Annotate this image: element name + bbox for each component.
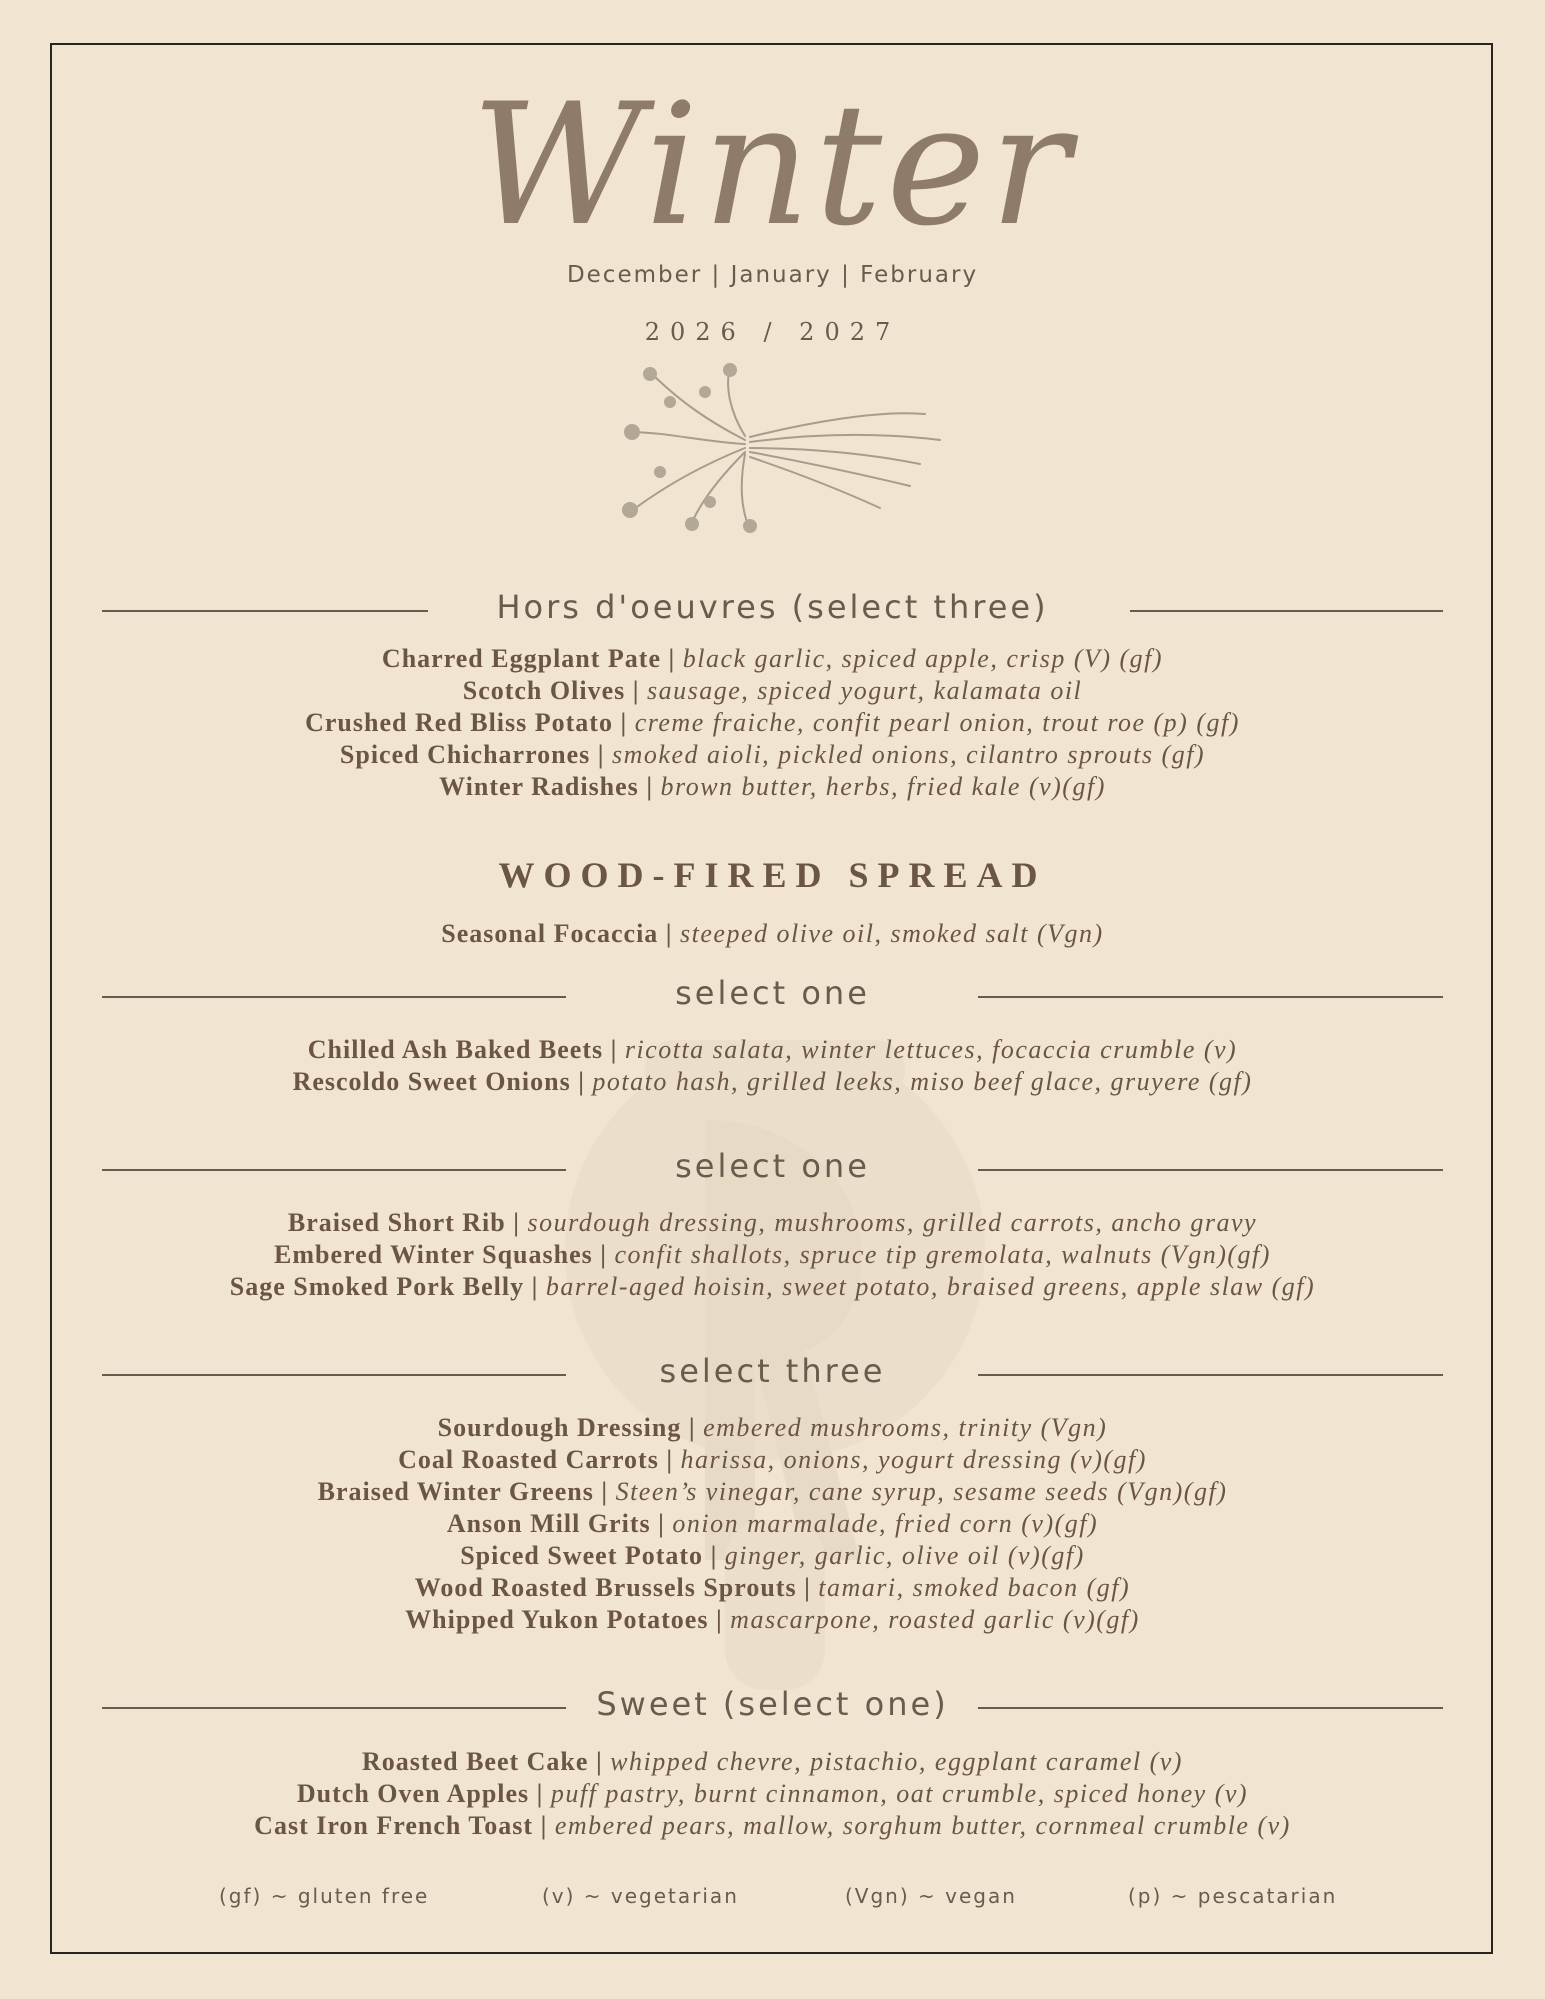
first-course-list [0,1034,1545,1098]
menu-item-description: ginger, garlic, olive oil (v)(gf) [724,1541,1085,1570]
season-months: December | January | February [566,262,979,288]
menu-item-description: black garlic, spiced apple, crisp (V) (gf) [682,644,1164,673]
section-rule-right [978,1169,1443,1171]
menu-item-name: Embered Winter Squashes [274,1240,593,1269]
menu-item [0,1746,1545,1778]
menu-item-separator: | [625,676,647,705]
section-heading-first-course: select one [675,974,870,1012]
section-heading-sides: select three [659,1352,886,1390]
menu-item-separator: | [590,740,613,769]
menu-item-name: Charred Eggplant Pate [381,644,661,673]
wood-fired-spread-list [0,918,1545,950]
menu-item-name: Seasonal Focaccia [441,919,659,948]
menu-item-description: steeped olive oil, smoked salt (Vgn) [680,919,1104,948]
menu-item [0,675,1545,707]
menu-item-description: sausage, spiced yogurt, kalamata oil [646,676,1083,705]
menu-item-name: Rescoldo Sweet Onions [292,1067,571,1096]
section-rule-right [978,1707,1443,1709]
menu-item-separator: | [658,919,681,948]
sides-list [0,1412,1545,1636]
menu-item-description: sourdough dressing, mushrooms, grilled carrots, ancho gravy [527,1208,1258,1237]
section-rule-right [978,996,1443,998]
hors-doeuvres-list [0,643,1545,803]
menu-item-name: Whipped Yukon Potatoes [405,1605,709,1634]
menu-item-separator: | [703,1541,725,1570]
menu-item-separator: | [570,1067,593,1096]
section-heading-sweet: Sweet (select one) [596,1685,949,1723]
menu-item [0,1540,1545,1572]
menu-item [0,1034,1545,1066]
menu-item-separator: | [533,1811,555,1840]
section-rule-right [1130,610,1443,612]
menu-item-name: Cast Iron French Toast [254,1811,534,1840]
menu-item [0,1066,1545,1098]
menu-item-separator: | [681,1413,704,1442]
menu-item [0,771,1545,803]
menu-item-name: Braised Short Rib [287,1208,506,1237]
menu-item-separator: | [612,708,635,737]
menu-item-description: ricotta salata, winter lettuces, focaccia crumble (v) [624,1035,1238,1064]
menu-item [0,1508,1545,1540]
menu-item-separator: | [588,1747,611,1776]
menu-item [0,1572,1545,1604]
legend-vegetarian: (v) ~ vegetarian [542,1884,739,1908]
menu-item-name: Dutch Oven Apples [296,1779,530,1808]
menu-item [0,1271,1545,1303]
menu-item-separator: | [650,1509,673,1538]
menu-item-description: onion marmalade, fried corn (v)(gf) [672,1509,1099,1538]
menu-item-description: puff pastry, burnt cinnamon, oat crumble, spiced honey (v) [550,1779,1249,1808]
menu-item [0,1444,1545,1476]
section-heading-hors-doeuvres: Hors d'oeuvres (select three) [496,588,1049,626]
menu-item-description: confit shallots, spruce tip gremolata, walnuts (Vgn)(gf) [614,1240,1271,1269]
menu-item-name: Crushed Red Bliss Potato [305,708,613,737]
menu-item-name: Braised Winter Greens [317,1477,594,1506]
menu-item-name: Wood Roasted Brussels Sprouts [414,1573,797,1602]
menu-item-name: Sourdough Dressing [437,1413,682,1442]
menu-item-separator: | [592,1240,615,1269]
section-rule-right [978,1374,1443,1376]
legend-vegan: (Vgn) ~ vegan [845,1884,1017,1908]
wood-fired-spread-title: WOOD-FIRED SPREAD [498,855,1047,895]
menu-item-separator: | [796,1573,819,1602]
menu-item-separator: | [529,1779,551,1808]
menu-item [0,739,1545,771]
menu-item-separator: | [658,1445,681,1474]
menu-item-description: embered pears, mallow, sorghum butter, cornmeal crumble (v) [554,1811,1291,1840]
menu-item-separator: | [638,772,661,801]
menu-item-name: Coal Roasted Carrots [398,1445,659,1474]
menu-item [0,918,1545,950]
menu-item-name: Sage Smoked Pork Belly [229,1272,525,1301]
menu-item-description: potato hash, grilled leeks, miso beef glace, gruyere (gf) [592,1067,1253,1096]
legend-pescatarian: (p) ~ pescatarian [1128,1884,1338,1908]
menu-item-separator: | [505,1208,528,1237]
menu-item [0,643,1545,675]
menu-item [0,1239,1545,1271]
menu-item-description: creme fraiche, confit pearl onion, trout roe (p) (gf) [634,708,1240,737]
menu-item-name: Scotch Olives [462,676,626,705]
menu-item-name: Roasted Beet Cake [362,1747,589,1776]
menu-item-name: Winter Radishes [439,772,639,801]
menu-item-description: Steen’s vinegar, cane syrup, sesame seeds (Vgn)(gf) [615,1477,1228,1506]
menu-item-separator: | [524,1272,546,1301]
menu-item-name: Spiced Chicharrones [339,740,591,769]
menu-item [0,1604,1545,1636]
menu-item-name: Chilled Ash Baked Beets [307,1035,604,1064]
menu-item-description: embered mushrooms, trinity (Vgn) [703,1413,1108,1442]
carrot-bunch-icon [610,362,950,534]
menu-item [0,1476,1545,1508]
menu-item-description: harissa, onions, yogurt dressing (v)(gf) [680,1445,1147,1474]
menu-item-description: barrel-aged hoisin, sweet potato, braised greens, apple slaw (gf) [545,1272,1316,1301]
season-years: 2026 / 2027 [644,318,901,346]
menu-item-separator: | [603,1035,625,1064]
menu-item [0,1810,1545,1842]
menu-item-separator: | [708,1605,731,1634]
section-heading-main-course: select one [675,1147,870,1185]
menu-item-name: Anson Mill Grits [446,1509,651,1538]
menu-item [0,707,1545,739]
menu-item-name: Spiced Sweet Potato [460,1541,704,1570]
menu-item-description: smoked aioli, pickled onions, cilantro sprouts (gf) [612,740,1206,769]
menu-item-separator: | [661,644,683,673]
main-course-list [0,1207,1545,1303]
menu-item-description: mascarpone, roasted garlic (v)(gf) [730,1605,1140,1634]
menu-item-description: brown butter, herbs, fried kale (v)(gf) [660,772,1106,801]
menu-item-separator: | [593,1477,616,1506]
sweet-list [0,1746,1545,1842]
menu-item [0,1778,1545,1810]
menu-title: Winter [471,67,1074,263]
menu-item [0,1412,1545,1444]
menu-item-description: tamari, smoked bacon (gf) [818,1573,1131,1602]
menu-item [0,1207,1545,1239]
menu-item-description: whipped chevre, pistachio, eggplant caramel (v) [610,1747,1183,1776]
legend-gluten-free: (gf) ~ gluten free [219,1884,430,1908]
